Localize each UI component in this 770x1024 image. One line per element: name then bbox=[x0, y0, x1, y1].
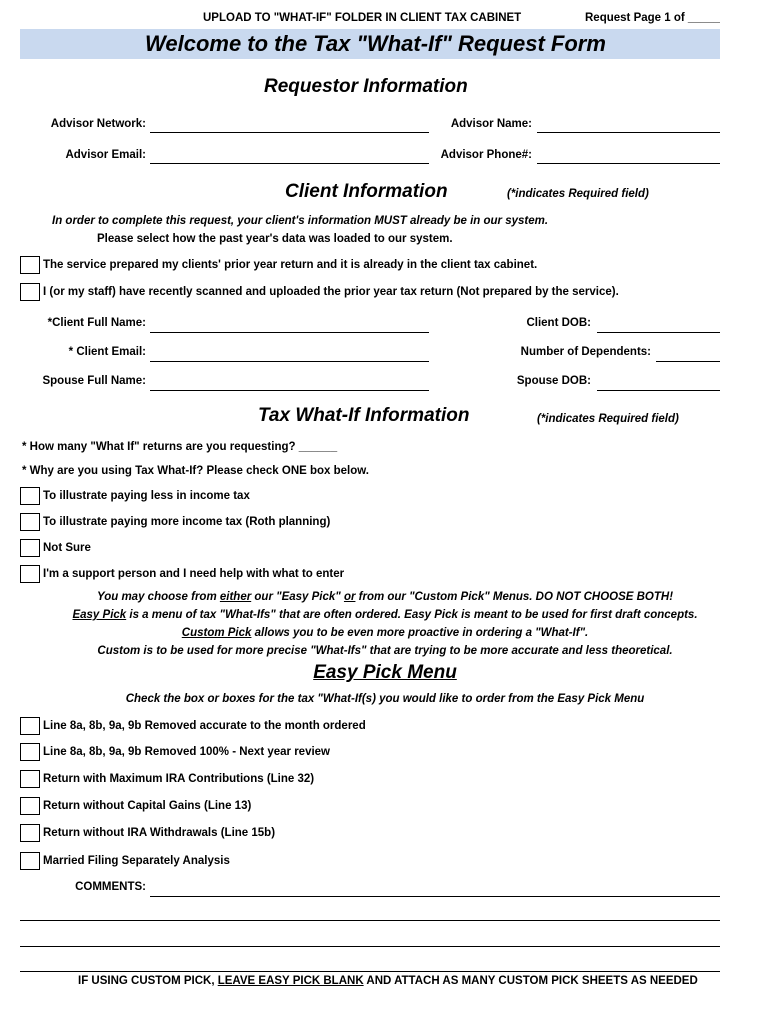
footer-note: IF USING CUSTOM PICK, LEAVE EASY PICK BLANK AND ATTACH AS MANY CUSTOM PICK SHEETS AS NEEDED bbox=[78, 975, 698, 987]
reason-not-sure-label: Not Sure bbox=[43, 542, 91, 554]
advisor-phone-field[interactable] bbox=[537, 163, 720, 164]
comments-line-3[interactable] bbox=[20, 946, 720, 947]
why-question: * Why are you using Tax What-If? Please check ONE box below. bbox=[22, 465, 369, 477]
page-title: Welcome to the Tax "What-If" Request Form bbox=[145, 31, 606, 56]
client-required-note: (*indicates Required field) bbox=[507, 188, 649, 200]
reason-roth-planning-checkbox[interactable] bbox=[20, 513, 40, 531]
page-number-label: Request Page 1 of _____ bbox=[585, 12, 720, 24]
upload-note: UPLOAD TO "WHAT-IF" FOLDER IN CLIENT TAX CABINET bbox=[203, 12, 522, 24]
reason-less-tax-checkbox[interactable] bbox=[20, 487, 40, 505]
whatif-heading: Tax What-If Information bbox=[258, 405, 470, 426]
client-intro-line1: In order to complete this request, your client's information MUST already be in our system. bbox=[52, 215, 549, 227]
client-full-name-label: *Client Full Name: bbox=[47, 317, 146, 329]
easy-pick-item-5-label: Return without IRA Withdrawals (Line 15b) bbox=[43, 827, 276, 839]
easy-pick-item-4-label: Return without Capital Gains (Line 13) bbox=[43, 800, 252, 812]
advisor-email-field[interactable] bbox=[150, 163, 429, 164]
client-dob-label: Client DOB: bbox=[526, 317, 591, 329]
easy-pick-item-3-checkbox[interactable] bbox=[20, 770, 40, 788]
custom-precise-note: Custom is to be used for more precise "What-Ifs" that are trying to be more accurate and less theoretical. bbox=[97, 645, 673, 657]
advisor-phone-label: Advisor Phone#: bbox=[440, 149, 532, 161]
easy-pick-item-2-label: Line 8a, 8b, 9a, 9b Removed 100% - Next year review bbox=[43, 746, 331, 758]
how-many-question: * How many "What If" returns are you requesting? ______ bbox=[22, 441, 338, 453]
spouse-full-name-field[interactable] bbox=[150, 390, 429, 391]
easy-pick-description: Easy Pick is a menu of tax "What-Ifs" that are often ordered. Easy Pick is meant to be used for first draft concepts. bbox=[72, 609, 698, 621]
advisor-name-field[interactable] bbox=[537, 132, 720, 133]
client-dob-field[interactable] bbox=[597, 332, 720, 333]
client-heading: Client Information bbox=[285, 181, 448, 202]
reason-less-tax-label: To illustrate paying less in income tax bbox=[43, 490, 250, 502]
choose-menu-note: You may choose from either our "Easy Pick" or from our "Custom Pick" Menus. DO NOT CHOOSE BOTH! bbox=[96, 591, 674, 603]
client-intro-line2: Please select how the past year's data was loaded to our system. bbox=[97, 233, 453, 245]
reason-support-person-checkbox[interactable] bbox=[20, 565, 40, 583]
comments-line-1[interactable] bbox=[150, 896, 720, 897]
dependents-field[interactable] bbox=[656, 361, 720, 362]
easy-pick-item-5-checkbox[interactable] bbox=[20, 824, 40, 842]
custom-pick-description: Custom Pick allows you to be even more proactive in ordering a "What-If". bbox=[181, 627, 589, 639]
whatif-required-note: (*indicates Required field) bbox=[537, 413, 679, 425]
easy-pick-item-2-checkbox[interactable] bbox=[20, 743, 40, 761]
easy-pick-instruction: Check the box or boxes for the tax "What-If(s) you would like to order from the Easy Pick Menu bbox=[125, 693, 645, 705]
prior-year-uploaded-label: I (or my staff) have recently scanned and uploaded the prior year tax return (Not prepared by the service). bbox=[43, 286, 619, 298]
requestor-heading: Requestor Information bbox=[264, 76, 468, 97]
advisor-name-label: Advisor Name: bbox=[450, 118, 532, 130]
advisor-email-label: Advisor Email: bbox=[65, 149, 146, 161]
spouse-dob-label: Spouse DOB: bbox=[516, 375, 591, 387]
comments-line-2[interactable] bbox=[20, 920, 720, 921]
spouse-full-name-label: Spouse Full Name: bbox=[42, 375, 146, 387]
client-email-field[interactable] bbox=[150, 361, 429, 362]
prior-year-service-label: The service prepared my clients' prior year return and it is already in the client tax cabinet. bbox=[43, 259, 538, 271]
comments-line-4[interactable] bbox=[20, 971, 720, 972]
dependents-label: Number of Dependents: bbox=[520, 346, 651, 358]
easy-pick-item-6-checkbox[interactable] bbox=[20, 852, 40, 870]
easy-pick-item-1-label: Line 8a, 8b, 9a, 9b Removed accurate to the month ordered bbox=[43, 720, 366, 732]
reason-not-sure-checkbox[interactable] bbox=[20, 539, 40, 557]
spouse-dob-field[interactable] bbox=[597, 390, 720, 391]
advisor-network-field[interactable] bbox=[150, 132, 429, 133]
client-email-label: * Client Email: bbox=[68, 346, 146, 358]
prior-year-service-checkbox[interactable] bbox=[20, 256, 40, 274]
easy-pick-item-3-label: Return with Maximum IRA Contributions (Line 32) bbox=[43, 773, 315, 785]
easy-pick-item-4-checkbox[interactable] bbox=[20, 797, 40, 815]
client-full-name-field[interactable] bbox=[150, 332, 429, 333]
comments-label: COMMENTS: bbox=[75, 881, 146, 893]
easy-pick-heading: Easy Pick Menu bbox=[313, 662, 457, 683]
easy-pick-item-1-checkbox[interactable] bbox=[20, 717, 40, 735]
reason-support-person-label: I'm a support person and I need help with what to enter bbox=[43, 568, 345, 580]
advisor-network-label: Advisor Network: bbox=[50, 118, 146, 130]
easy-pick-item-6-label: Married Filing Separately Analysis bbox=[43, 855, 230, 867]
prior-year-uploaded-checkbox[interactable] bbox=[20, 283, 40, 301]
reason-roth-planning-label: To illustrate paying more income tax (Roth planning) bbox=[43, 516, 331, 528]
